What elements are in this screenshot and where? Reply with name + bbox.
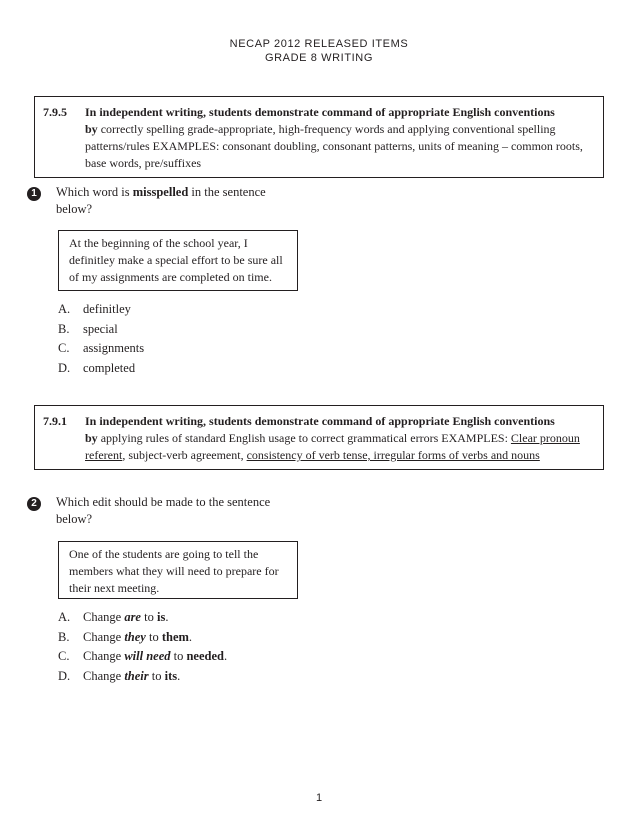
choice-letter: A.: [58, 610, 71, 624]
standard-lead: In independent writing, students demonstrate command of appropriate English conventions: [85, 414, 555, 428]
choice-text: .: [188, 629, 193, 644]
standard-body: , subject-verb agreement,: [122, 448, 247, 462]
stem-text: in the sentence below?: [56, 185, 266, 216]
choice-text: definitley: [83, 302, 131, 316]
choice-letter: D.: [58, 668, 71, 683]
standard-text: [85, 413, 595, 464]
header-subtitle: GRADE 8 WRITING: [264, 52, 373, 64]
standard-code: 7.9.5: [43, 105, 67, 119]
standard-underlined: consistency of verb tense, irregular forms of verbs and nouns: [246, 448, 540, 462]
header-title: NECAP 2012 RELEASED ITEMS: [229, 38, 409, 50]
choice-letter: C.: [58, 341, 70, 355]
page-number: 1: [315, 792, 323, 804]
choice-to-word: its: [164, 668, 178, 683]
choice-text: to: [145, 629, 162, 644]
choice-letter: A.: [58, 302, 71, 316]
standard-box-1: [34, 96, 604, 178]
answer-choice[interactable]: [58, 300, 144, 320]
answer-choices: [58, 608, 227, 686]
choice-text: .: [165, 610, 169, 624]
question-number-badge: 1: [27, 187, 41, 201]
answer-choices: [58, 300, 144, 378]
standard-body: correctly spelling grade-appropriate, high-frequency words and applying conventional spelling patterns/rules EXAMPLES: consonant doubling, consonant patterns, units of meaning – common roots, base words, pre/suffixes: [85, 122, 583, 170]
stem-text: Which word is: [56, 185, 133, 199]
question-stem: [56, 184, 288, 218]
standard-underlined: Clear pronoun referent: [85, 431, 580, 462]
standard-code: 7.9.1: [43, 414, 67, 428]
choice-text: to: [170, 649, 187, 663]
standard-text: [85, 104, 595, 172]
passage-text: One of the students are going to tell the members what they will need to prepare for their next meeting.: [69, 547, 279, 595]
standard-by: by: [85, 122, 98, 136]
choice-from-word: they: [124, 629, 146, 644]
standard-box-2: [34, 405, 604, 470]
choice-text: special: [83, 321, 118, 336]
page-header: [0, 37, 638, 65]
choice-text: .: [223, 649, 228, 663]
answer-choice[interactable]: [58, 339, 144, 359]
choice-text: completed: [83, 360, 136, 375]
choice-letter: C.: [58, 649, 70, 663]
choice-letter: B.: [58, 321, 70, 336]
question-stem: Which edit should be made to the sentence below?: [56, 495, 271, 526]
answer-choice[interactable]: [58, 667, 227, 687]
standard-body: applying rules of standard English usage to correct grammatical errors EXAMPLES:: [97, 431, 511, 445]
answer-choice[interactable]: [58, 608, 227, 628]
choice-from-word: their: [124, 668, 149, 683]
standard-by: by: [85, 431, 98, 445]
answer-choice[interactable]: [58, 647, 227, 667]
answer-choice[interactable]: [58, 320, 144, 340]
choice-from-word: will need: [124, 649, 171, 663]
choice-to-word: is: [156, 610, 166, 624]
choice-text: Change: [83, 610, 125, 624]
choice-text: to: [148, 668, 165, 683]
choice-text: Change: [83, 629, 125, 644]
choice-text: Change: [83, 668, 125, 683]
choice-text: Change: [83, 649, 125, 663]
question-passage: [58, 230, 298, 291]
choice-letter: D.: [58, 360, 71, 375]
choice-text: assignments: [83, 341, 145, 355]
choice-to-word: needed: [186, 649, 224, 663]
question-number-badge: 2: [27, 497, 41, 511]
question-passage: [58, 541, 298, 599]
standard-lead: In independent writing, students demonstrate command of appropriate English conventions: [85, 105, 555, 119]
answer-choice[interactable]: [58, 359, 144, 379]
passage-text: At the beginning of the school year, I definitley make a special effort to be sure all of my assignments are completed on time.: [69, 236, 283, 284]
stem-emphasis: misspelled: [132, 185, 189, 199]
choice-to-word: them: [161, 629, 189, 644]
answer-choice[interactable]: [58, 628, 227, 648]
choice-letter: B.: [58, 629, 70, 644]
choice-text: to: [140, 610, 157, 624]
choice-from-word: are: [124, 610, 141, 624]
choice-text: .: [177, 668, 181, 683]
